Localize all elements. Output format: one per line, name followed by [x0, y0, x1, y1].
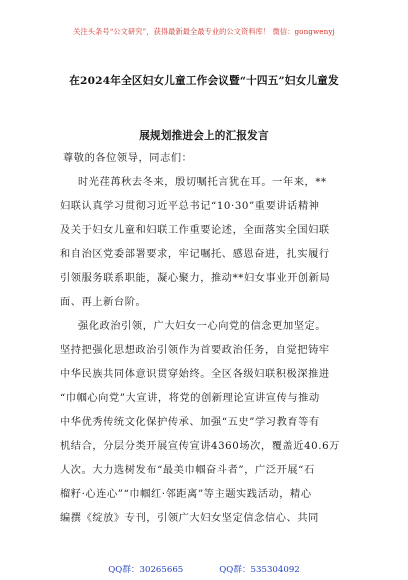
body-line: 时光荏苒秋去冬来，殷切嘱托言犹在耳。一年来，**	[78, 177, 327, 188]
body-line: 妇联认真学习贯彻习近平总书记“10·30”重要讲话精神	[60, 201, 320, 212]
body-line: 人次。大力选树发布“最美巾帼奋斗者”，广泛开展“石	[60, 465, 315, 476]
body-line: 中华民族共同体意识贯穿始终。全区各级妇联积极深推进	[60, 369, 330, 380]
body-line: “巾帼心向党”大宣讲，将党的创新理论宣讲宣传与推动	[60, 393, 320, 404]
footer-qq-group-2: QQ群：535304092	[219, 565, 300, 575]
body-line: 面、再上新台阶。	[60, 297, 147, 308]
footer-contact	[0, 563, 408, 575]
body-line: 坚持把强化思想政治引领作为首要政治任务，自觉把铸牢	[60, 345, 330, 356]
body-line: 编撰《绽放》专刊，引领广大妇女坚定信念信心、共同	[60, 513, 319, 524]
body-line: 及关于妇女儿童和妇联工作重要论述，全面落实全国妇联	[60, 225, 330, 236]
body-line: 机结合，分层分类开展宣传宣讲4360场次，覆盖近40.6万	[60, 441, 340, 452]
document-title-line-2: 展规划推进会上的汇报发言	[139, 130, 269, 142]
body-line: 中华优秀传统文化保护传承、加强“五史”学习教育等有	[60, 417, 320, 428]
header-note: 关注头条号“公文研究”，获得最新最全最专业的公文资料库！ 微信：gongwenyj	[73, 27, 335, 36]
document-title-line-1: 在2024年全区妇女儿童工作会议暨“十四五”妇女儿童发	[69, 75, 339, 87]
footer-qq-group-1: QQ群：30265665	[108, 565, 184, 575]
body-line: 尊敬的各位领导，同志们：	[63, 153, 193, 164]
body-line: 引领服务联系职能，凝心聚力，推动**妇女事业开创新局	[60, 273, 331, 284]
body-line: 榴籽·心连心”“巾帼红·邻距离”等主题实践活动，精心	[60, 489, 312, 500]
body-line: 强化政治引领，广大妇女一心向党的信念更加坚定。	[78, 321, 327, 332]
body-line: 和自治区党委部署要求，牢记嘱托、感恩奋进，扎实履行	[60, 249, 330, 260]
